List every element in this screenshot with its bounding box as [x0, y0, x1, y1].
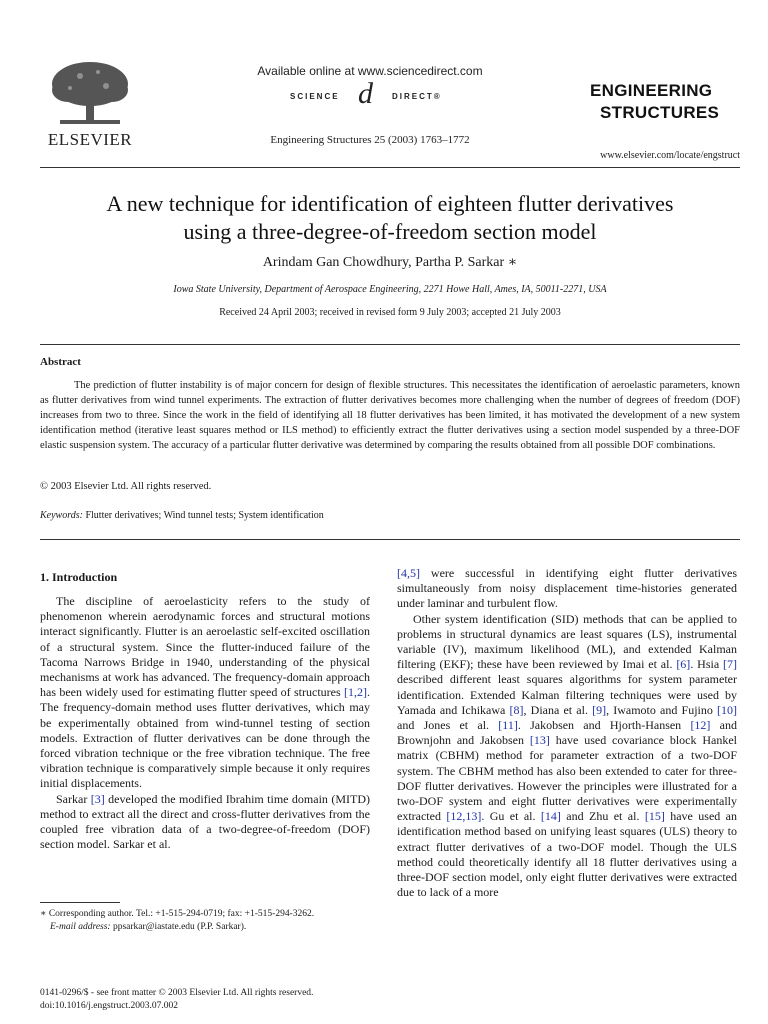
- journal-logo: [590, 80, 740, 124]
- citation-link[interactable]: [4,5]: [397, 566, 420, 580]
- citation-link[interactable]: [13]: [529, 733, 550, 748]
- abstract-heading: Abstract: [40, 356, 81, 368]
- citation-link[interactable]: [15]: [644, 809, 665, 824]
- received-dates: Received 24 April 2003; received in revised form 9 July 2003; accepted 21 July 2003: [219, 307, 561, 318]
- citation-link[interactable]: [14]: [540, 809, 561, 824]
- text-run: and Brownjohn and Jakobsen: [397, 718, 738, 748]
- citation-link[interactable]: [1,2]: [344, 685, 367, 700]
- text-run: Sarkar: [56, 791, 91, 806]
- doi-line[interactable]: doi:10.1016/j.engstruct.2003.07.002: [40, 1001, 179, 1011]
- citation-link[interactable]: [12,13]: [446, 809, 482, 824]
- text-run: . The frequency-domain method uses flutter derivatives, which may be experimentally obtained from wind-tunnel testing of section models. Extraction of flutter derivatives can be done through the forced vibration technique or the free vibration technique. The free vibration technique is comparatively simple because it only requires initial displacements.: [40, 685, 370, 791]
- title-line-1: A new technique for identification of eighteen flutter derivatives: [106, 191, 674, 216]
- journal-url[interactable]: www.elsevier.com/locate/engstruct: [600, 150, 740, 161]
- publisher-name: ELSEVIER: [47, 130, 133, 149]
- email-label: E-mail address:: [50, 922, 111, 932]
- page-footer: [40, 987, 370, 1013]
- intro-paragraph-1: [40, 594, 370, 792]
- sd-logo-right: DIRECT®: [392, 92, 442, 101]
- citation-link[interactable]: [12]: [690, 718, 711, 733]
- keywords: [40, 510, 324, 521]
- email-address[interactable]: ppsarkar@iastate.edu (P.P. Sarkar).: [110, 922, 247, 932]
- text-run: described different least squares algorithms for system parameter identification. Extended Kalman filtering techniques were used by Yamada and Ichikawa: [397, 672, 737, 717]
- text-run: , Diana et al.: [523, 702, 593, 717]
- text-run: developed the modified Ibrahim time domain (MITD) method to extract all the direct and cross-flutter derivatives from the coupled free vibration data of a two-degree-of-freedom (DOF) section model. Sarkar et al.: [40, 791, 370, 852]
- text-run: Other system identification (SID) methods that can be applied to problems in structural dynamics are least squares (LS), instrumental variable (IV), maximum likelihood (ML), and extended Kalman filtering (EKF); these have been reviewed by Imai et al.: [397, 611, 737, 672]
- footnote: [40, 908, 370, 934]
- citation-link[interactable]: [3]: [90, 791, 105, 806]
- abstract-divider-top: [40, 344, 740, 345]
- section-heading-introduction: 1. Introduction: [40, 570, 118, 584]
- text-run: , Iwamoto and Fujino: [606, 702, 718, 717]
- text-run: and Zhu et al.: [560, 809, 645, 824]
- text-run: were successful in identifying eight flutter derivatives simultaneously from noisy displacement time-histories generated under laminar and turbulent flow.: [397, 566, 737, 611]
- keywords-list: Flutter derivatives; Wind tunnel tests; System identification: [85, 510, 324, 521]
- citation-link[interactable]: [9]: [592, 702, 607, 717]
- abstract-divider-bottom: [40, 539, 740, 540]
- intro-paragraph-2: [40, 792, 370, 853]
- intro-paragraph-2-cont: [397, 566, 737, 612]
- text-run: have used covariance block Hankel matrix (CBHM) method for parameter extraction of a two-DOF system. The CBHM method has also been extended to cater for three-DOF flutter derivatives. However the principles were illustrated for a two-DOF system and eight flutter derivatives were experimentally extracted: [397, 733, 737, 824]
- footnote-divider: [40, 902, 120, 903]
- journal-logo-word1: ENGINEERING: [590, 81, 713, 100]
- citation-link[interactable]: [8]: [509, 702, 524, 717]
- corresponding-author-note: ∗ Corresponding author. Tel.: +1-515-294-0719; fax: +1-515-294-3262.: [40, 909, 315, 919]
- text-run: The discipline of aeroelasticity refers to the study of phenomenon wherein aerodynamic forces and structural motions interact significantly. Flutter is an aeroelastic self-excited oscillation of a structural system. Since the flutter-induced failure of the Tacoma Narrows Bridge in 1940, understanding of the physical mechanisms at work has advanced. The frequency-domain approach has been widely used for estimating flutter speed of structures: [40, 594, 370, 700]
- affiliation: Iowa State University, Department of Aerospace Engineering, 2271 Howe Hall, Ames, IA, 50011-2271, USA: [173, 284, 607, 295]
- text-run: have used an identification method based on unifying least squares (ULS) theory to extract flutter derivatives of a two-DOF model. Though the ULS method could theoretically identify all 18 flutter derivatives using a three-DOF section model, only eight flutter derivatives were extracted due to lack of a more: [397, 809, 737, 900]
- title-line-2: using a three-degree-of-freedom section model: [183, 219, 597, 244]
- journal-citation: Engineering Structures 25 (2003) 1763–1772: [270, 134, 470, 146]
- keywords-label: Keywords:: [40, 510, 83, 521]
- text-run: and Jones et al.: [397, 718, 499, 733]
- citation-link[interactable]: [6]: [676, 657, 691, 672]
- authors: Arindam Gan Chowdhury, Partha P. Sarkar ∗: [262, 255, 518, 270]
- article-title: [40, 190, 740, 246]
- left-column: [40, 594, 370, 852]
- right-column: [397, 566, 737, 900]
- header-divider: [40, 167, 740, 168]
- available-online-text: Available online at www.sciencedirect.com: [257, 64, 483, 78]
- sciencedirect-logo: [272, 77, 472, 110]
- text-run: . Gu et al.: [481, 809, 541, 824]
- text-run: . Hsia: [690, 657, 723, 672]
- abstract-body: The prediction of flutter instability is of major concern for design of flexible structures. This necessitates the identification of aeroelastic parameters, known as flutter derivatives from wind tunnel experiments. The extraction of flutter derivatives becomes more challenging when the number of degrees of freedom (DOF) increases from two to three. Since the work in the field of identifying all 18 flutter derivatives has been limited, it has motivated the development of a new system identification method (iterative least squares method or ILS method) to efficiently extract the flutter derivatives using a section model suspended by a three-DOF elastic suspension system. The accuracy of a particular flutter derivative was determined by comparing the results obtained from all possible DOF combinations.: [40, 380, 740, 451]
- email-note: [40, 921, 370, 934]
- text-run: . Jakobsen and Hjorth-Hansen: [517, 718, 691, 733]
- citation-link[interactable]: [7]: [723, 657, 737, 672]
- citation-link[interactable]: [11]: [498, 718, 518, 733]
- citation-link[interactable]: [10]: [717, 702, 738, 717]
- sd-logo-left: SCIENCE: [290, 92, 340, 101]
- journal-logo-word2: STRUCTURES: [600, 103, 720, 122]
- intro-paragraph-3: [397, 612, 737, 901]
- abstract-copyright: © 2003 Elsevier Ltd. All rights reserved.: [40, 481, 212, 492]
- front-matter-line: 0141-0296/$ - see front matter © 2003 Elsevier Ltd. All rights reserved.: [40, 988, 314, 998]
- sd-logo-mark: d: [358, 77, 373, 110]
